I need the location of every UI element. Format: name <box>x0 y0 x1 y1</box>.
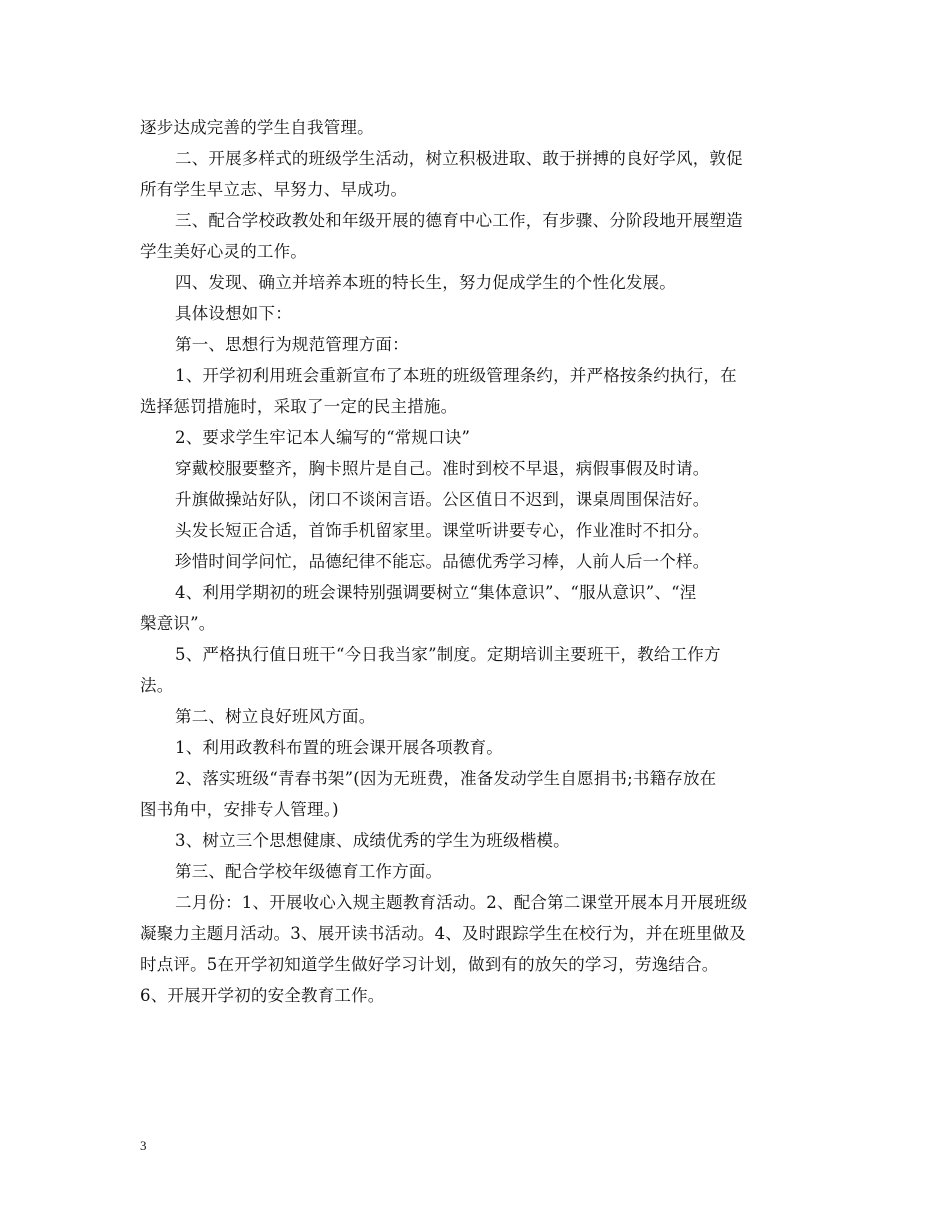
text-line: 四、发现、确立并培养本班的特长生，努力促成学生的个性化发展。 <box>175 273 676 292</box>
text-line: 逐步达成完善的学生自我管理。 <box>140 118 374 137</box>
text-line: 具体设想如下： <box>175 304 292 323</box>
text-line: 三、配合学校政教处和年级开展的德育中心工作，有步骤、分阶段地开展塑造 <box>175 211 743 230</box>
text-line: 4、利用学期初的班会课特别强调要树立“集体意识”、“服从意识”、“涅 <box>175 583 697 602</box>
text-line: 槃意识”。 <box>140 614 216 633</box>
text-line: 1、利用政教科布置的班会课开展各项教育。 <box>175 738 503 757</box>
text-line: 穿戴校服要整齐，胸卡照片是自己。准时到校不早退，病假事假及时请。 <box>175 459 710 478</box>
text-line: 二、开展多样式的班级学生活动，树立积极进取、敢于拼搏的良好学风，敦促 <box>175 149 743 168</box>
text-line: 3、树立三个思想健康、成绩优秀的学生为班级楷模。 <box>175 831 570 850</box>
text-line: 第三、配合学校年级德育工作方面。 <box>175 862 443 881</box>
text-line: 学生美好心灵的工作。 <box>140 242 307 261</box>
text-line: 2、要求学生牢记本人编写的“常规口诀” <box>175 428 471 447</box>
text-line: 升旗做操站好队，闭口不谈闲言语。公区值日不迟到，课桌周围保洁好。 <box>175 490 710 509</box>
text-line: 珍惜时间学问忙，品德纪律不能忘。品德优秀学习棒，人前人后一个样。 <box>175 552 710 571</box>
text-line: 时点评。5在开学初知道学生做好学习计划，做到有的放矢的学习，劳逸结合。 <box>140 955 719 974</box>
text-line: 第一、思想行为规范管理方面： <box>175 335 409 354</box>
text-line: 6、开展开学初的安全教育工作。 <box>140 986 385 1005</box>
text-line: 头发长短正合适，首饰手机留家里。课堂听讲要专心，作业准时不扣分。 <box>175 521 710 540</box>
text-line: 凝聚力主题月活动。3、展开读书活动。4、及时跟踪学生在校行为，并在班里做及 <box>140 924 746 943</box>
text-line: 2、落实班级“青春书架”(因为无班费，准备发动学生自愿捐书;书籍存放在 <box>175 769 717 788</box>
text-line: 图书角中，安排专人管理。) <box>140 800 339 819</box>
text-line: 1、开学初利用班会重新宣布了本班的班级管理条约，并严格按条约执行，在 <box>175 366 737 385</box>
text-line: 5、严格执行值日班干“今日我当家”制度。定期培训主要班干，教给工作方 <box>175 645 721 664</box>
page-number: 3 <box>140 1138 147 1153</box>
text-line: 选择惩罚措施时，采取了一定的民主措施。 <box>140 397 458 416</box>
document-body <box>140 112 815 1011</box>
text-line: 二月份：1、开展收心入规主题教育活动。2、配合第二课堂开展本月开展班级 <box>175 893 748 912</box>
text-line: 所有学生早立志、早努力、早成功。 <box>140 180 408 199</box>
text-line: 法。 <box>140 676 174 695</box>
text-line: 第二、树立良好班风方面。 <box>175 707 376 726</box>
